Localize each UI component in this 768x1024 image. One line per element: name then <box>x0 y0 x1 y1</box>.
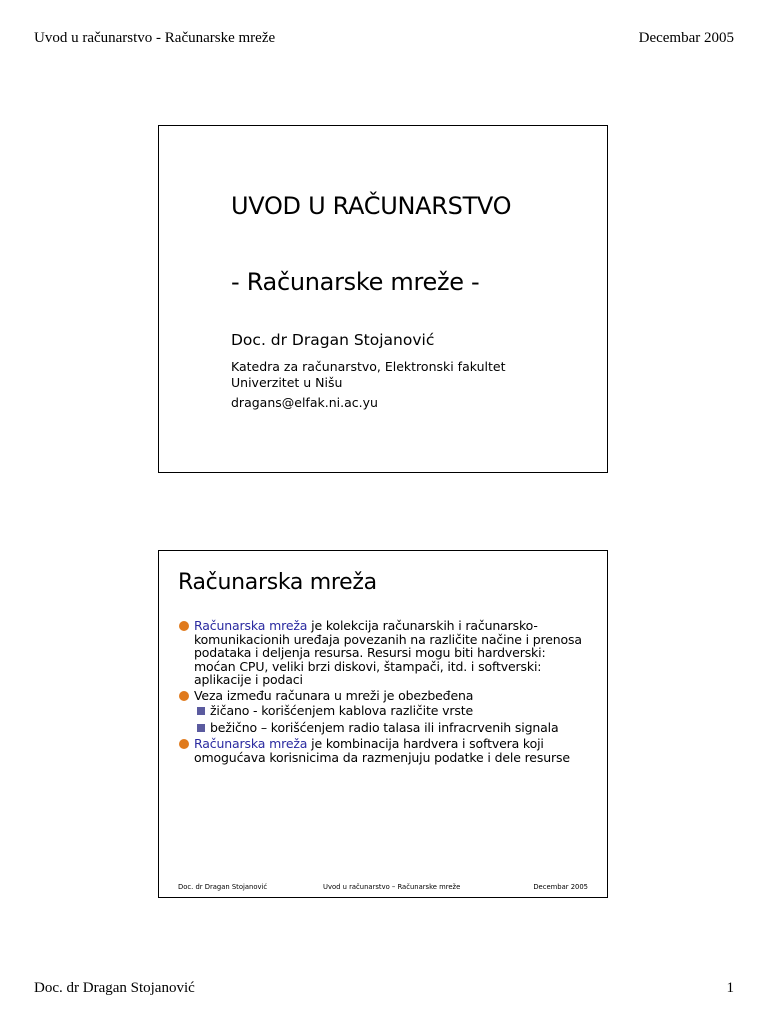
affiliation-line: Univerzitet u Nišu <box>231 375 343 390</box>
sub-bullet-text: bežično – korišćenjem radio talasa ili infracrvenih signala <box>210 719 559 735</box>
highlight-term: Računarska mreža <box>194 736 308 751</box>
slide1-author: Doc. dr Dragan Stojanović <box>231 331 435 349</box>
slide-footer-course: Uvod u računarstvo – Računarske mreže <box>323 883 461 891</box>
bullet-dot-icon <box>179 621 189 631</box>
sub-bullet-item <box>178 721 583 735</box>
slide1-subtitle: - Računarske mreže - <box>231 268 480 296</box>
slide-title <box>158 125 608 473</box>
bullet-dot-icon <box>179 739 189 749</box>
bullet-text: je kombinacija hardvera i softvera koji omogućava korisnicima da razmenjuju podatke i dele resurse <box>194 736 570 765</box>
slide1-info <box>231 359 506 411</box>
author-email: dragans@elfak.ni.ac.yu <box>231 395 378 410</box>
square-bullet-icon <box>197 707 205 715</box>
bullet-item <box>178 689 583 703</box>
affiliation-line: Katedra za računarstvo, Elektronski fakultet <box>231 359 506 374</box>
sub-bullet-item <box>178 704 583 718</box>
bullet-dot-icon <box>179 691 189 701</box>
square-bullet-icon <box>197 724 205 732</box>
header-title: Uvod u računarstvo - Računarske mreže <box>34 30 276 46</box>
bullet-item <box>178 737 583 764</box>
footer-author: Doc. dr Dragan Stojanović <box>34 980 195 996</box>
slide2-body <box>178 619 583 766</box>
header-date: Decembar 2005 <box>638 30 734 46</box>
bullet-text: Veza između računara u mreži je obezbeđena <box>194 687 474 703</box>
slide-racunarska-mreza <box>158 550 608 898</box>
page-number: 1 <box>726 980 734 996</box>
slide2-footer <box>178 883 588 893</box>
slide-footer-author: Doc. dr Dragan Stojanović <box>178 883 268 891</box>
slide1-title: UVOD U RAČUNARSTVO <box>231 192 512 220</box>
slide2-title: Računarska mreža <box>178 570 377 595</box>
highlight-term: Računarska mreža <box>194 618 308 633</box>
bullet-item <box>178 619 583 687</box>
slide-footer-date: Decembar 2005 <box>533 883 588 891</box>
sub-bullet-text: žičano - korišćenjem kablova različite vrste <box>210 703 473 718</box>
bullet-text: je kolekcija računarskih i računarsko-komunikacionih uređaja povezanih na različite načine i prenosa podataka i deljenja resursa. Resursi mogu biti hardverski: moćan CPU, veliki brzi diskovi, štampači, itd. i softverski: aplikacije i podaci <box>194 618 582 687</box>
